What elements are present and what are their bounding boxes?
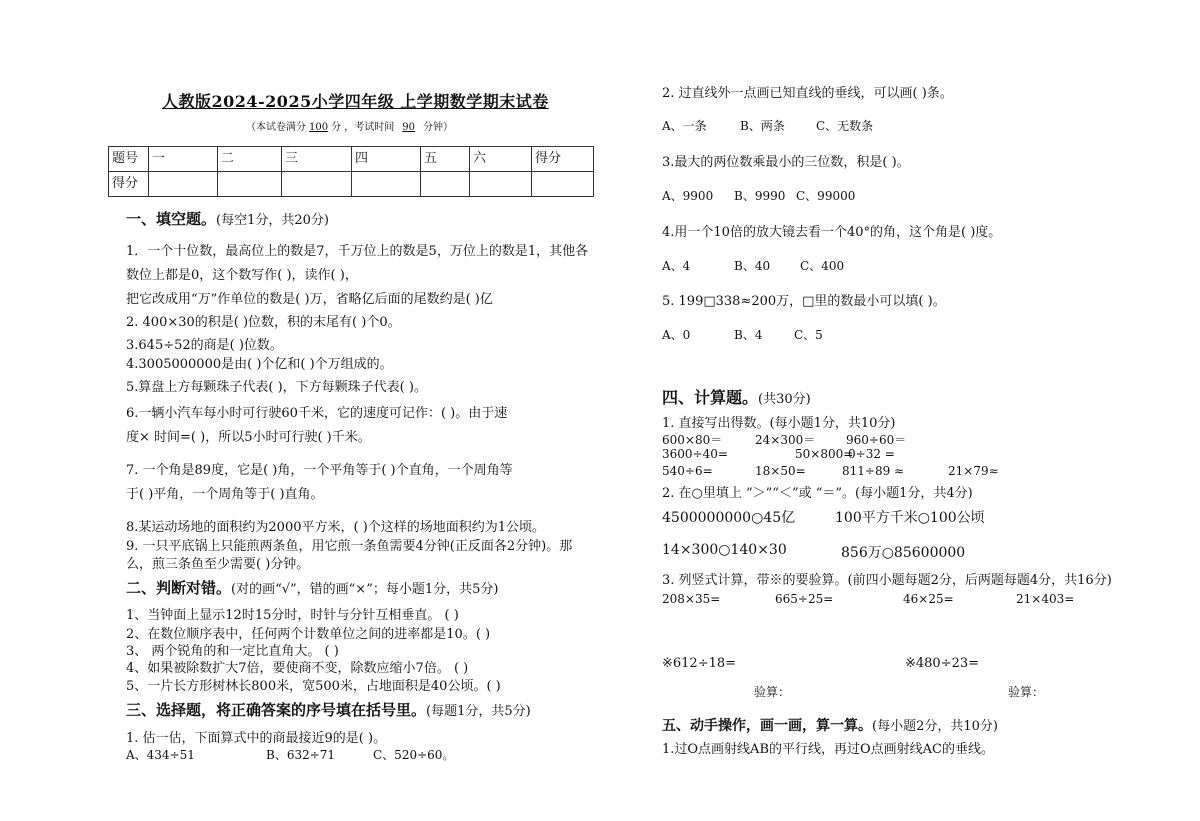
section-5-title: 五、动手操作，画一画，算一算。 [662,718,872,734]
s3-q2-option: C、无数条 [816,119,874,133]
vertical-calc-item: ※612÷18= [662,656,737,671]
s3-q5: 5. 199□338≈200万，□里的数最小可以填( )。 [662,294,946,309]
compare-item: 856万○85600000 [841,545,966,561]
score-cell: 四 [352,147,421,172]
s1-line: 4.3005000000是由( )个亿和( )个万组成的。 [126,357,393,372]
score-input-cell[interactable] [218,172,282,197]
s1-line: 7. 一个角是89度，它是( )角，一个平角等于( )个直角，一个周角等 [126,463,513,478]
exam-info [246,118,453,133]
section-2-heading [126,577,498,598]
section-3-note: (每题1分，共5分) [426,704,531,719]
oral-item: 600×80＝ [662,433,723,447]
oral-item: 960÷60＝ [846,433,907,447]
exam-info-pre: （本试卷满分 [246,122,306,133]
exam-info-post: 分钟） [423,122,454,133]
s1-line: 8.某运动场地的面积约为2000平方米，( )个这样的场地面积约为1公顷。 [126,520,546,535]
s3-q4-option: C、400 [800,259,845,273]
section-2-title: 二、判断对错。 [126,579,232,597]
section-3-title: 三、选择题，将正确答案的序号填在括号里。 [126,701,427,719]
s4-part-3: 3. 列竖式计算，带※的要验算。(前四小题每题2分，后两题每题4分，共16分) [662,573,1112,588]
vertical-calc-item: ※480÷23= [905,656,980,671]
vertical-calc-item: 21×403= [1016,592,1075,606]
s1-line: 么，煎三条鱼至少需要( )分钟。 [126,557,310,572]
exam-info-mid: 分 ，考试时间 [331,122,395,133]
score-cell: 题号 [109,147,149,172]
s3-q2-option: B、两条 [740,119,785,133]
s3-q3-option: B、9990 [734,189,786,203]
vertical-calc-item: 208×35= [662,592,721,606]
section-5-note: (每小题2分，共10分) [872,719,998,734]
s3-q5-option: A、0 [662,328,691,342]
s3-q1: 1. 估一估，下面算式中的商最接近9的是( )。 [126,731,387,746]
s2-line: 4、如果被除数扩大7倍，要使商不变，除数应缩小7倍。 ( ) [126,661,469,676]
section-1-title: 一、填空题。 [126,210,217,228]
s3-q3: 3.最大的两位数乘最小的三位数，积是( )。 [662,155,910,170]
s3-q4-option: A、4 [662,259,691,273]
full-score: 100 [309,122,329,133]
s3-q1-option: A、434÷51 [126,748,195,762]
section-1-note: (每空1分，共20分) [216,213,329,228]
score-cell: 得分 [109,172,149,197]
oral-item: 18×50= [755,464,806,478]
score-table-header-row [109,147,594,172]
score-input-cell[interactable] [532,172,594,197]
score-input-cell[interactable] [282,172,352,197]
s1-line: 2. 400×30的积是( )位数，积的末尾有( )个0。 [126,315,401,330]
s2-line: 3、 两个锐角的和一定比直角大。 ( ) [126,644,339,659]
oral-item: 0÷32 = [848,447,895,461]
section-1-heading [126,208,329,229]
compare-item: 14×300○140×30 [662,542,787,558]
oral-item: 24×300＝ [755,433,816,447]
s1-line: 6.一辆小汽车每小时可行驶60千米，它的速度可记作：( )。由于速 [126,406,508,421]
score-cell: 二 [218,147,282,172]
s3-q1-option: B、632÷71 [266,748,336,762]
section-4-heading [662,385,811,408]
s1-line: 于( )平角，一个周角等于( )直角。 [126,487,324,502]
score-cell: 五 [421,147,470,172]
score-cell: 得分 [532,147,594,172]
score-cell: 六 [470,147,532,172]
s2-line: 5、一片长方形树林长800米，宽500米，占地面积是40公顷。( ) [126,679,501,694]
s4-part-1: 1. 直接写出得数。(每小题1分，共10分) [662,416,896,431]
s3-q5-option: B、4 [734,328,763,342]
s1-line: 度× 时间=( )，所以5小时可行驶( )千米。 [126,430,371,445]
s5-q1: 1.过O点画射线AB的平行线，再过O点画射线AC的垂线。 [662,742,994,757]
score-input-cell[interactable] [149,172,218,197]
score-table [108,146,594,197]
exam-time: 90 [402,122,416,133]
oral-item: 811÷89 ≈ [842,464,905,478]
check-label: 验算： [754,685,791,699]
s3-q4-option: B、40 [734,259,771,273]
s1-line: 1．一个十位数，最高位上的数是7，千万位上的数是5，万位上的数是1，其他各 [126,244,589,259]
score-input-cell[interactable] [352,172,421,197]
section-3-heading [126,699,531,720]
s3-q2-option: A、一条 [662,119,707,133]
s1-line: 把它改成用“万”作单位的数是( )万，省略亿后面的尾数约是( )亿 [126,292,493,307]
s4-part-2: 2. 在○里填上 “＞”“＜”或 “＝”。(每小题1分，共4分) [662,486,973,501]
section-4-note: (共30分) [758,392,811,407]
page-title: 人教版2024-2025小学四年级 上学期数学期末试卷 [162,92,549,111]
s3-q5-option: C、5 [794,328,823,342]
s3-q1-option: C、520÷60。 [373,748,455,762]
score-cell: 一 [149,147,218,172]
s1-line: 5.算盘上方每颗珠子代表( )，下方每颗珠子代表( )。 [126,380,427,395]
section-2-note: (对的画“√”，错的画“×”；每小题1分，共5分) [231,582,499,597]
s3-q3-option: C、99000 [796,189,856,203]
s3-q2: 2. 过直线外一点画已知直线的垂线，可以画( )条。 [662,86,953,101]
s3-q3-option: A、9900 [662,189,714,203]
s2-line: 2、在数位顺序表中，任何两个计数单位之间的进率都是10。( ) [126,627,491,642]
oral-item: 540÷6= [662,464,713,478]
s3-q4: 4.用一个10倍的放大镜去看一个40°的角，这个角是( )度。 [662,225,1002,240]
score-input-cell[interactable] [421,172,470,197]
section-5-heading [662,715,998,735]
check-label: 验算： [1008,685,1045,699]
compare-item: 100平方千米○100公顷 [835,510,985,526]
s1-line: 3.645÷52的商是( )位数。 [126,338,283,353]
vertical-calc-item: 46×25= [903,592,954,606]
score-input-cell[interactable] [470,172,532,197]
score-table-score-row [109,172,594,197]
oral-item: 50×800= [795,447,854,461]
s1-line: 数位上都是0，这个数写作( )，读作( )， [126,268,358,283]
oral-item: 3600÷40= [662,447,728,461]
s1-line: 9. 一只平底锅上只能煎两条鱼，用它煎一条鱼需要4分钟(正反面各2分钟)。那 [126,539,573,554]
score-cell: 三 [282,147,352,172]
oral-item: 21×79≈ [948,464,999,478]
section-4-title: 四、计算题。 [662,388,759,407]
vertical-calc-item: 665÷25= [775,592,834,606]
compare-item: 4500000000○45亿 [662,510,796,526]
s2-line: 1、当钟面上显示12时15分时，时针与分针互相垂直。 ( ) [126,608,459,623]
